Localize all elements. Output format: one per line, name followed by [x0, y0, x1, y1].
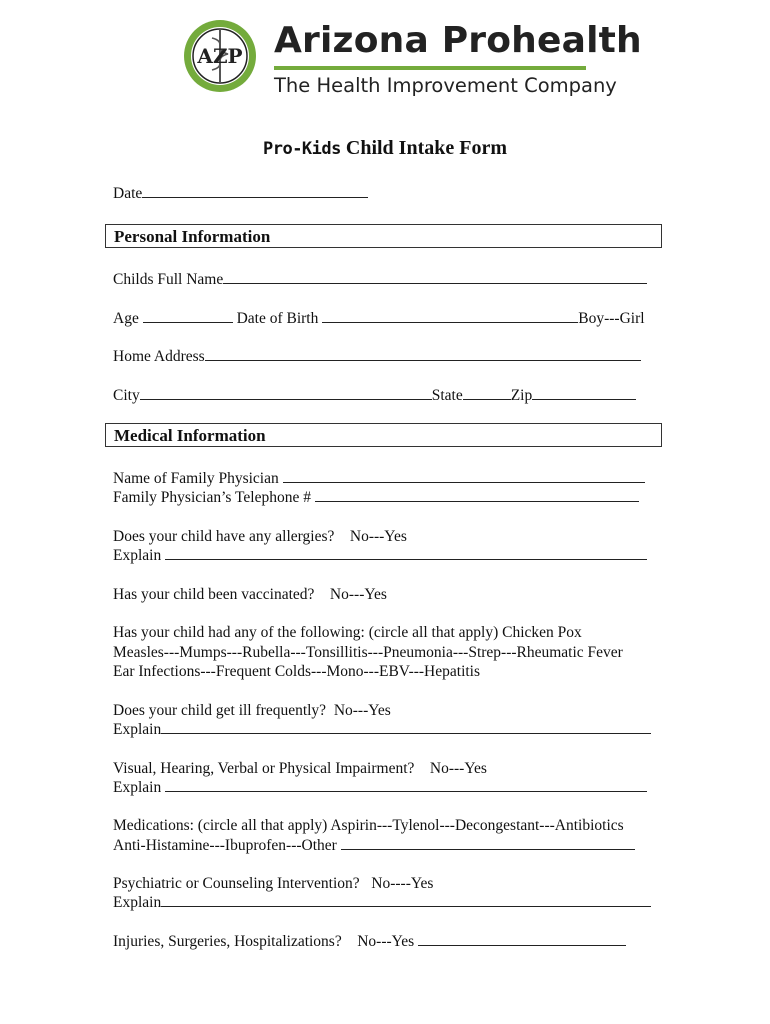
date-row — [113, 184, 368, 203]
psych-explain-row — [113, 893, 651, 912]
brand-header — [182, 18, 642, 98]
dob-field[interactable] — [322, 309, 578, 323]
date-label: Date — [113, 185, 143, 202]
psych-explain-label: Explain — [113, 894, 162, 911]
personal-info-heading: Personal Information — [105, 224, 662, 248]
logo-text: AZP — [197, 44, 243, 68]
brand-divider — [274, 66, 586, 70]
city-label: City — [113, 387, 140, 404]
brand-name: Arizona Prohealth — [274, 20, 642, 61]
full-name-label: Childs Full Name — [113, 271, 224, 288]
ill-row — [113, 701, 391, 720]
medications-row-2 — [113, 836, 635, 855]
azp-logo-icon — [182, 18, 258, 94]
impairment-row — [113, 759, 487, 778]
conditions-line-3[interactable]: Ear Infections---Frequent Colds---Mono---EBV---Hepatitis — [113, 663, 481, 680]
impairment-explain-field[interactable] — [165, 778, 647, 792]
full-name-row — [113, 270, 647, 289]
state-field[interactable] — [463, 386, 511, 400]
title-rest: Child Intake Form — [340, 137, 507, 159]
ill-explain-row — [113, 720, 651, 739]
ill-explain-field[interactable] — [161, 720, 651, 734]
injuries-field[interactable] — [418, 932, 626, 946]
injuries-row — [113, 932, 626, 951]
conditions-line-2[interactable]: Measles---Mumps---Rubella---Tonsillitis---Pneumonia---Strep---Rheumatic Fever — [113, 644, 623, 661]
medical-info-heading: Medical Information — [105, 423, 662, 447]
address-label: Home Address — [113, 348, 205, 365]
conditions-line-1: Has your child had any of the following: (circle all that apply) Chicken Pox — [113, 624, 582, 641]
allergies-options[interactable]: No---Yes — [349, 528, 407, 545]
impairment-explain-label: Explain — [113, 779, 162, 796]
ill-options[interactable]: No---Yes — [333, 702, 391, 719]
impairment-explain-row — [113, 778, 647, 797]
vaccinated-row — [113, 585, 387, 604]
physician-row — [113, 469, 645, 488]
title-prefix: Pro-Kids — [262, 139, 341, 159]
address-row — [113, 347, 641, 366]
date-field[interactable] — [142, 184, 368, 198]
vaccinated-options[interactable]: No---Yes — [329, 586, 387, 603]
city-state-zip-row — [113, 386, 636, 405]
allergies-explain-row — [113, 546, 647, 565]
form-title — [0, 137, 770, 160]
ill-question: Does your child get ill frequently? — [113, 702, 327, 719]
zip-field[interactable] — [532, 386, 636, 400]
physician-phone-row — [113, 488, 639, 507]
age-label: Age — [113, 310, 139, 327]
psych-explain-field[interactable] — [161, 893, 651, 907]
zip-label: Zip — [510, 387, 533, 404]
gender-options[interactable]: Boy---Girl — [578, 310, 645, 327]
impairment-question: Visual, Hearing, Verbal or Physical Impairment? — [113, 760, 415, 777]
physician-field[interactable] — [283, 469, 645, 483]
physician-phone-label: Family Physician’s Telephone # — [113, 489, 311, 506]
impairment-options[interactable]: No---Yes — [429, 760, 487, 777]
psych-question: Psychiatric or Counseling Intervention? — [113, 875, 360, 892]
city-field[interactable] — [140, 386, 432, 400]
medications-line-2[interactable]: Anti-Histamine---Ibuprofen---Other — [113, 837, 337, 854]
dob-label: Date of Birth — [236, 310, 319, 327]
brand-tagline: The Health Improvement Company — [274, 74, 617, 97]
physician-phone-field[interactable] — [315, 488, 639, 502]
medications-line-1[interactable]: Medications: (circle all that apply) Aspirin---Tylenol---Decongestant---Antibiotics — [113, 817, 624, 834]
injuries-question: Injuries, Surgeries, Hospitalizations? — [113, 933, 342, 950]
state-label: State — [431, 387, 463, 404]
physician-label: Name of Family Physician — [113, 470, 279, 487]
age-dob-row — [113, 309, 645, 328]
address-field[interactable] — [205, 347, 641, 361]
medications-other-field[interactable] — [341, 836, 635, 850]
ill-explain-label: Explain — [113, 721, 162, 738]
age-field[interactable] — [143, 309, 233, 323]
allergies-explain-label: Explain — [113, 547, 162, 564]
allergies-explain-field[interactable] — [165, 546, 647, 560]
full-name-field[interactable] — [223, 270, 647, 284]
injuries-options[interactable]: No---Yes — [357, 933, 415, 950]
psych-options[interactable]: No----Yes — [371, 875, 434, 892]
allergies-question: Does your child have any allergies? — [113, 528, 335, 545]
vaccinated-question: Has your child been vaccinated? — [113, 586, 315, 603]
psych-row — [113, 874, 433, 893]
allergies-row — [113, 527, 407, 546]
